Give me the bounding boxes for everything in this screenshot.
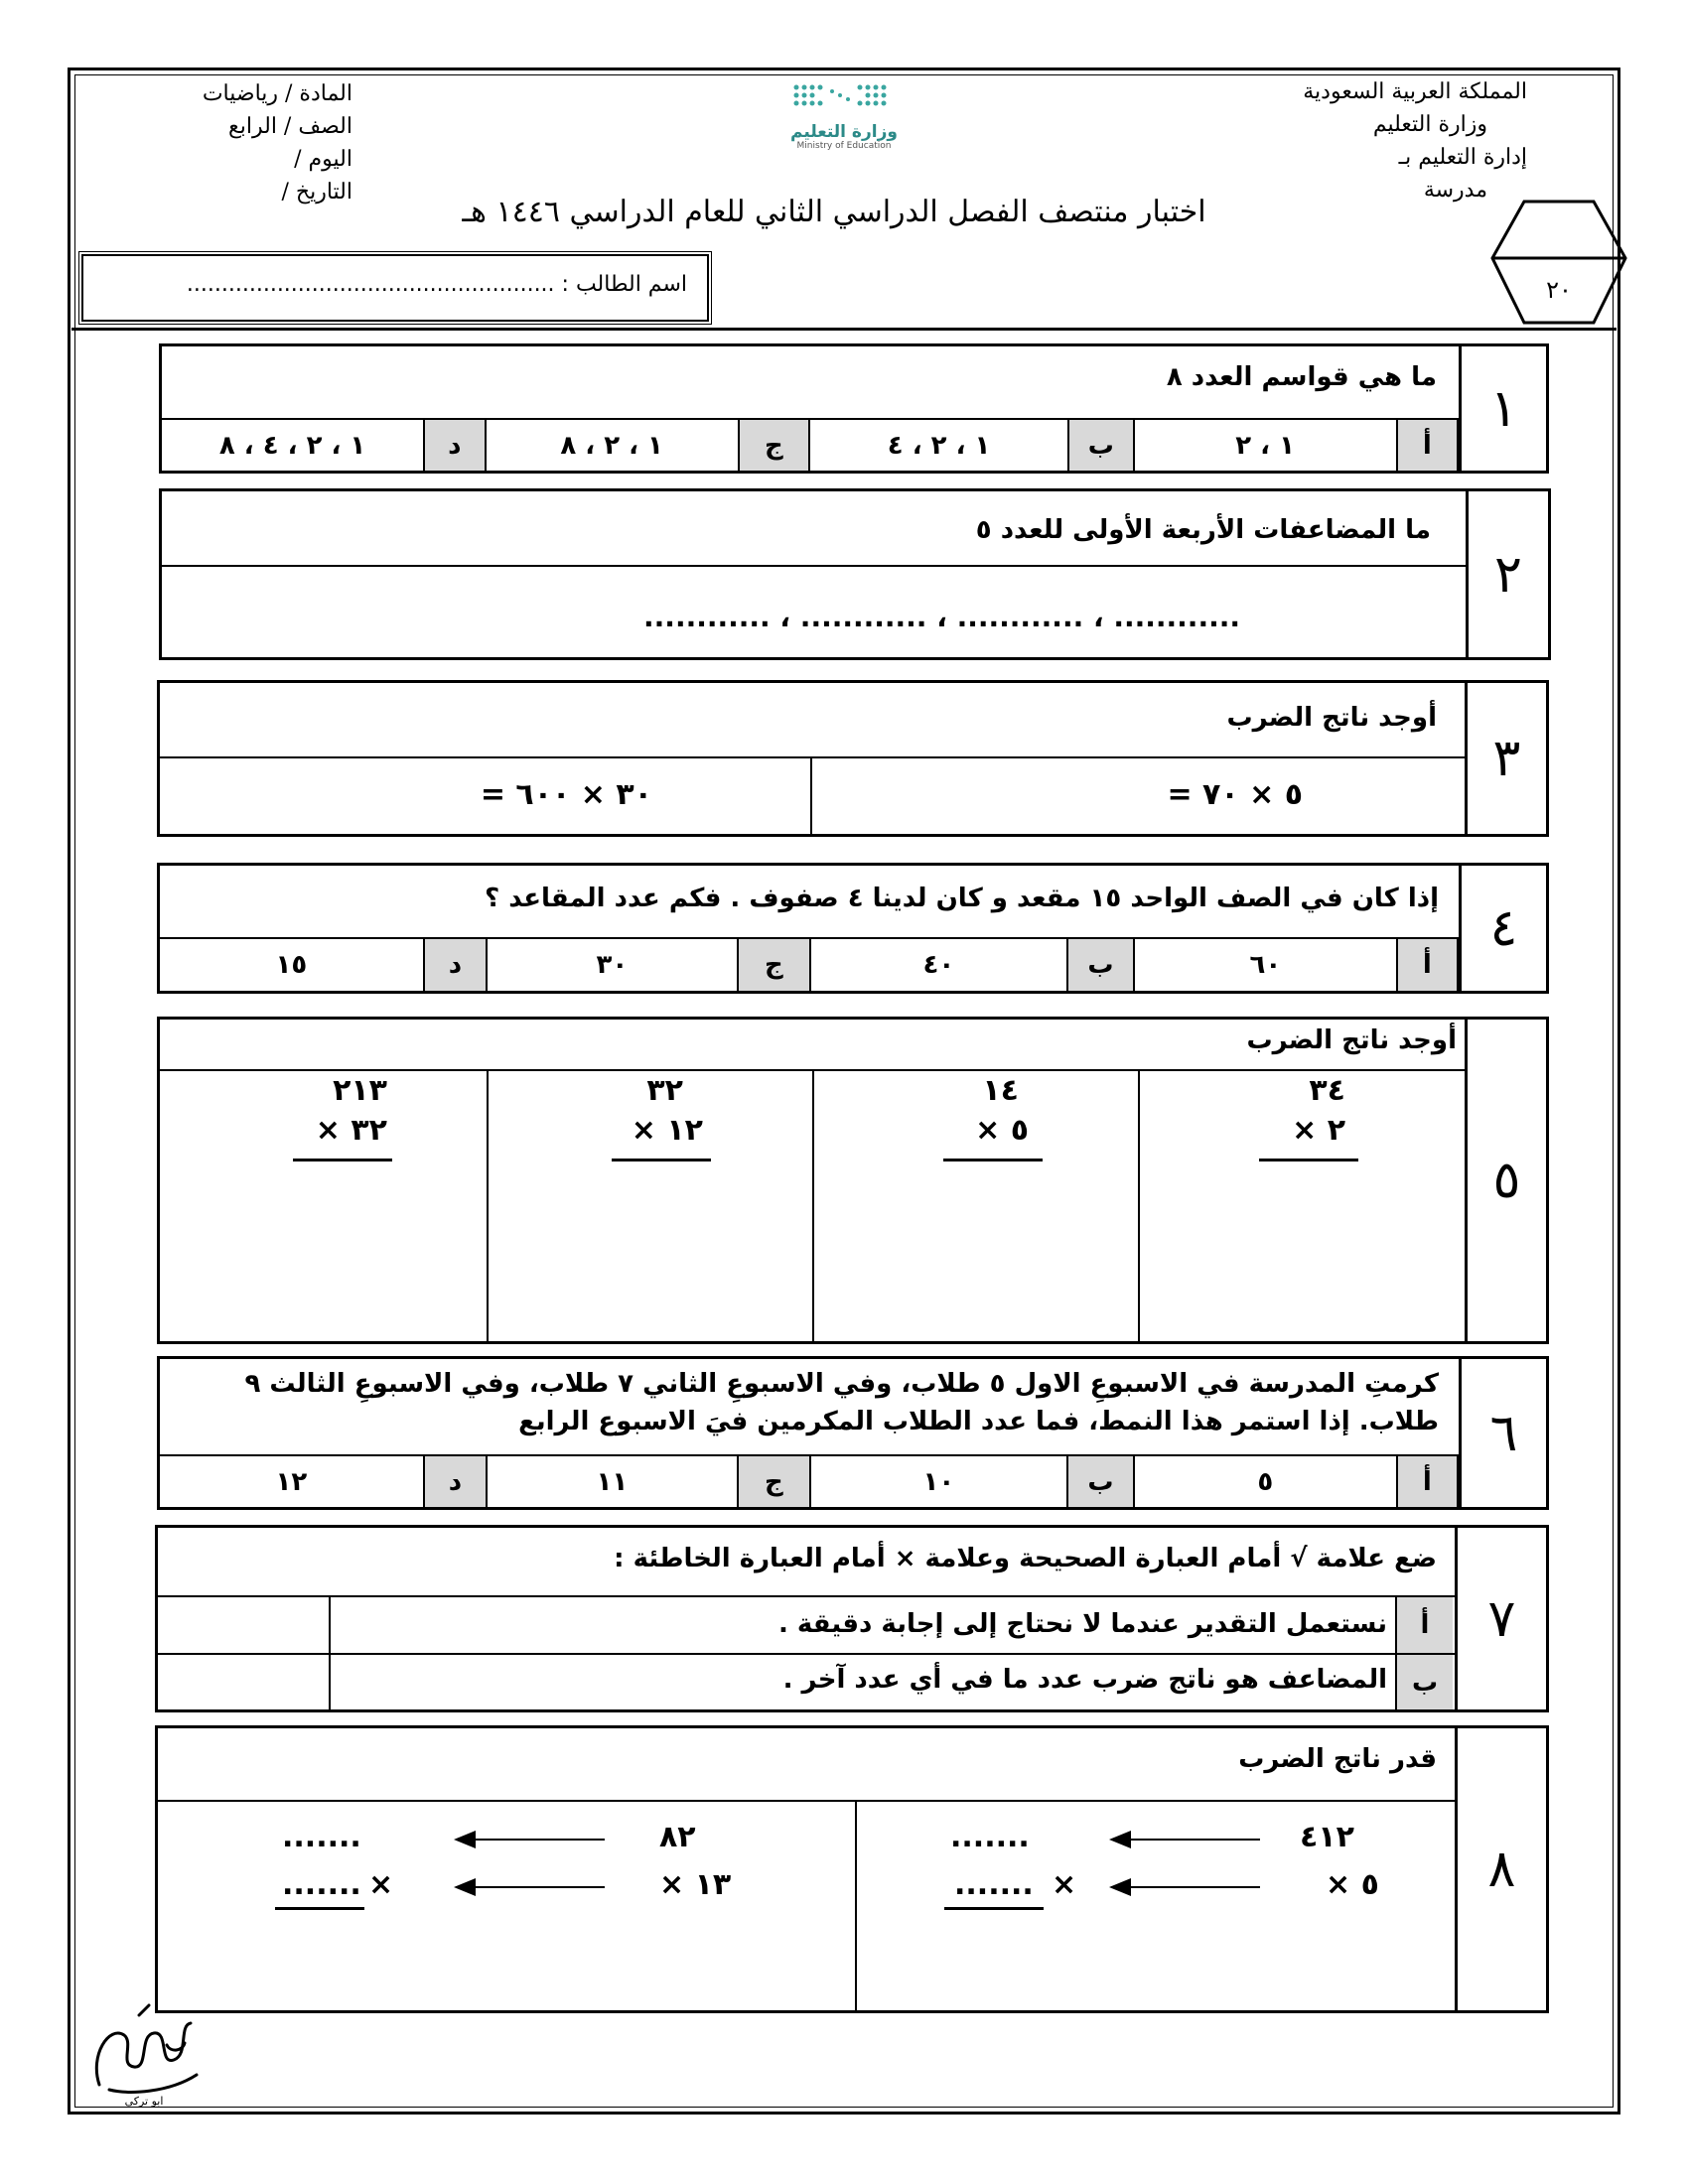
- option-letter: د: [423, 939, 488, 991]
- question-8: [155, 1725, 1549, 2013]
- question-5: [157, 1017, 1549, 1344]
- arrow-icon: [456, 1886, 605, 1888]
- multiplication-expression-right: ٥ × ٧٠ =: [1167, 777, 1303, 812]
- question-text: ما المضاعفات الأربعة الأولى للعدد ٥: [975, 515, 1431, 545]
- statement-letter: ب: [1395, 1655, 1453, 1709]
- statement-letter: أ: [1395, 1597, 1453, 1653]
- option-value[interactable]: ١ ، ٢ ، ٤: [887, 430, 991, 461]
- option-value[interactable]: ١١: [596, 1466, 629, 1497]
- question-number: ٢: [1494, 544, 1522, 605]
- arrow-icon: [456, 1839, 605, 1841]
- question-text: ما هي قواسم العدد ٨: [1166, 362, 1437, 392]
- times-sign: ×: [1052, 1867, 1077, 1902]
- education-admin: إدارة التعليم بـ: [1398, 145, 1527, 170]
- option-value[interactable]: ٥: [1257, 1466, 1274, 1497]
- question-text: أوجد ناتج الضرب: [1246, 1025, 1457, 1055]
- statement-text: المضاعف هو ناتج ضرب عدد ما في أي عدد آخر .: [782, 1665, 1387, 1695]
- options-row: [162, 420, 1459, 471]
- option-letter: أ: [1396, 939, 1459, 991]
- problem-bottom: ٢ ×: [1292, 1113, 1345, 1148]
- question-number: ٦: [1489, 1403, 1518, 1463]
- problem-top: ٢١٣: [333, 1073, 387, 1108]
- question-1: [159, 343, 1549, 474]
- option-letter: ج: [737, 1456, 811, 1507]
- arrow-icon: [1111, 1886, 1260, 1888]
- estimate-bottom: ١٣ ×: [659, 1867, 732, 1902]
- logo-subtext: Ministry of Education: [796, 141, 892, 151]
- question-7: [155, 1525, 1549, 1712]
- multiplication-expression-left: ٣٠ × ٦٠٠ =: [480, 777, 652, 812]
- arrow-icon: [1111, 1839, 1260, 1841]
- option-value[interactable]: ١ ، ٢: [1235, 430, 1295, 461]
- problem-bottom: ٥ ×: [975, 1113, 1029, 1148]
- option-value[interactable]: ٣٠: [596, 950, 629, 980]
- answer-blanks[interactable]: ............ ، ............ ، ............ ، ............: [643, 601, 1240, 633]
- option-letter: د: [423, 420, 486, 471]
- option-letter: د: [423, 1456, 488, 1507]
- option-value[interactable]: ٤٠: [922, 950, 955, 980]
- exam-title: اختبار منتصف الفصل الدراسي الثاني للعام الدراسي ١٤٤٦ هـ: [462, 195, 1206, 229]
- option-value[interactable]: ١ ، ٢ ، ٤ ، ٨: [218, 430, 366, 461]
- option-letter: ج: [738, 420, 810, 471]
- question-number: ١: [1489, 378, 1518, 439]
- question-4: [157, 863, 1549, 994]
- option-value[interactable]: ٦٠: [1249, 950, 1282, 980]
- option-letter: ب: [1066, 939, 1135, 991]
- statement-text: نستعمل التقدير عندما لا نحتاج إلى إجابة دقيقة .: [777, 1609, 1387, 1639]
- country-name: المملكة العربية السعودية: [1303, 79, 1527, 104]
- school-name: مدرسة: [1423, 178, 1487, 203]
- answer-box-2[interactable]: [158, 1655, 329, 1709]
- answer-box-1[interactable]: [158, 1597, 329, 1653]
- problem-bottom: ١٢ ×: [631, 1113, 703, 1148]
- score-value: ٢٠: [1546, 276, 1572, 304]
- option-value[interactable]: ١٥: [275, 950, 308, 980]
- question-text-line1: كرمتِ المدرسة في الاسبوعِ الاول ٥ طلاب، وفي الاسبوعِ الثاني ٧ طلاب، وفي الاسبوعِ الثالث ٩: [244, 1369, 1439, 1399]
- option-letter: ب: [1066, 1456, 1135, 1507]
- question-2: [159, 488, 1551, 660]
- question-text: ضع علامة √ أمام العبارة الصحيحة وعلامة × أمام العبارة الخاطئة :: [614, 1544, 1437, 1573]
- problem-top: ١٤: [982, 1073, 1019, 1108]
- times-sign: ×: [368, 1867, 394, 1902]
- option-value[interactable]: ١٠: [922, 1466, 955, 1497]
- question-number: ٥: [1492, 1151, 1521, 1210]
- question-text: أوجد ناتج الضرب: [1226, 703, 1437, 733]
- ministry-name: وزارة التعليم: [1372, 112, 1487, 137]
- ministry-logo-icon: [784, 79, 904, 119]
- multiplication-problem: [160, 1069, 487, 1188]
- student-name-label: اسم الطالب : .....................................................: [186, 272, 687, 297]
- option-letter: ج: [737, 939, 811, 991]
- option-value[interactable]: ١ ، ٢ ، ٨: [560, 430, 663, 461]
- grade-label: الصف / الرابع: [228, 114, 352, 139]
- day-label: اليوم /: [294, 147, 352, 172]
- multiplication-problem: [814, 1069, 1138, 1188]
- estimate-answer-top[interactable]: .......: [282, 1820, 361, 1854]
- header-right-block: [1229, 75, 1527, 206]
- ministry-logo: [784, 79, 904, 159]
- question-number: ٧: [1487, 1588, 1516, 1649]
- option-letter: أ: [1396, 420, 1459, 471]
- question-text-line2: طلاب. إذا استمر هذا النمط، فما عدد الطلاب المكرمين فيَ الاسبوع الرابع: [518, 1407, 1439, 1436]
- multiplication-problem: [489, 1069, 812, 1188]
- problem-bottom: ٣٢ ×: [315, 1113, 387, 1148]
- options-row: [160, 1456, 1459, 1507]
- header-divider: [71, 328, 1617, 331]
- logo-text: وزارة التعليم: [790, 122, 898, 142]
- header-left-block: [174, 77, 352, 208]
- estimate-top: ٤١٢: [1300, 1820, 1354, 1854]
- option-value[interactable]: ١٢: [275, 1466, 308, 1497]
- question-number: ٣: [1492, 729, 1521, 788]
- question-number: ٨: [1487, 1840, 1516, 1899]
- multiplication-problem: [1140, 1069, 1465, 1188]
- option-letter: ب: [1067, 420, 1134, 471]
- estimate-bottom: ٥ ×: [1326, 1867, 1379, 1902]
- option-letter: أ: [1396, 1456, 1459, 1507]
- problem-top: ٣٤: [1309, 1073, 1345, 1108]
- question-text: إذا كان في الصف الواحد ١٥ مقعد و كان لدينا ٤ صفوف . فكم عدد المقاعد ؟: [485, 884, 1439, 913]
- score-hexagon: [1489, 199, 1628, 328]
- subject-label: المادة / رياضيات: [202, 81, 352, 106]
- question-6: [157, 1356, 1549, 1510]
- estimate-answer-top[interactable]: .......: [950, 1820, 1030, 1854]
- question-number: ٤: [1489, 898, 1518, 958]
- estimate-answer-bottom[interactable]: .......: [282, 1867, 361, 1902]
- signature-text: ابو تركي: [124, 2095, 164, 2108]
- question-text: قدر ناتج الضرب: [1238, 1744, 1437, 1774]
- estimate-answer-bottom[interactable]: .......: [954, 1867, 1034, 1902]
- estimate-top: ٨٢: [659, 1820, 696, 1854]
- student-name-box[interactable]: [81, 254, 709, 322]
- date-label: التاريخ /: [281, 180, 352, 205]
- signature-mark: [79, 1995, 209, 2105]
- problem-top: ٣٢: [646, 1073, 683, 1108]
- options-row: [160, 939, 1459, 991]
- question-3: [157, 680, 1549, 837]
